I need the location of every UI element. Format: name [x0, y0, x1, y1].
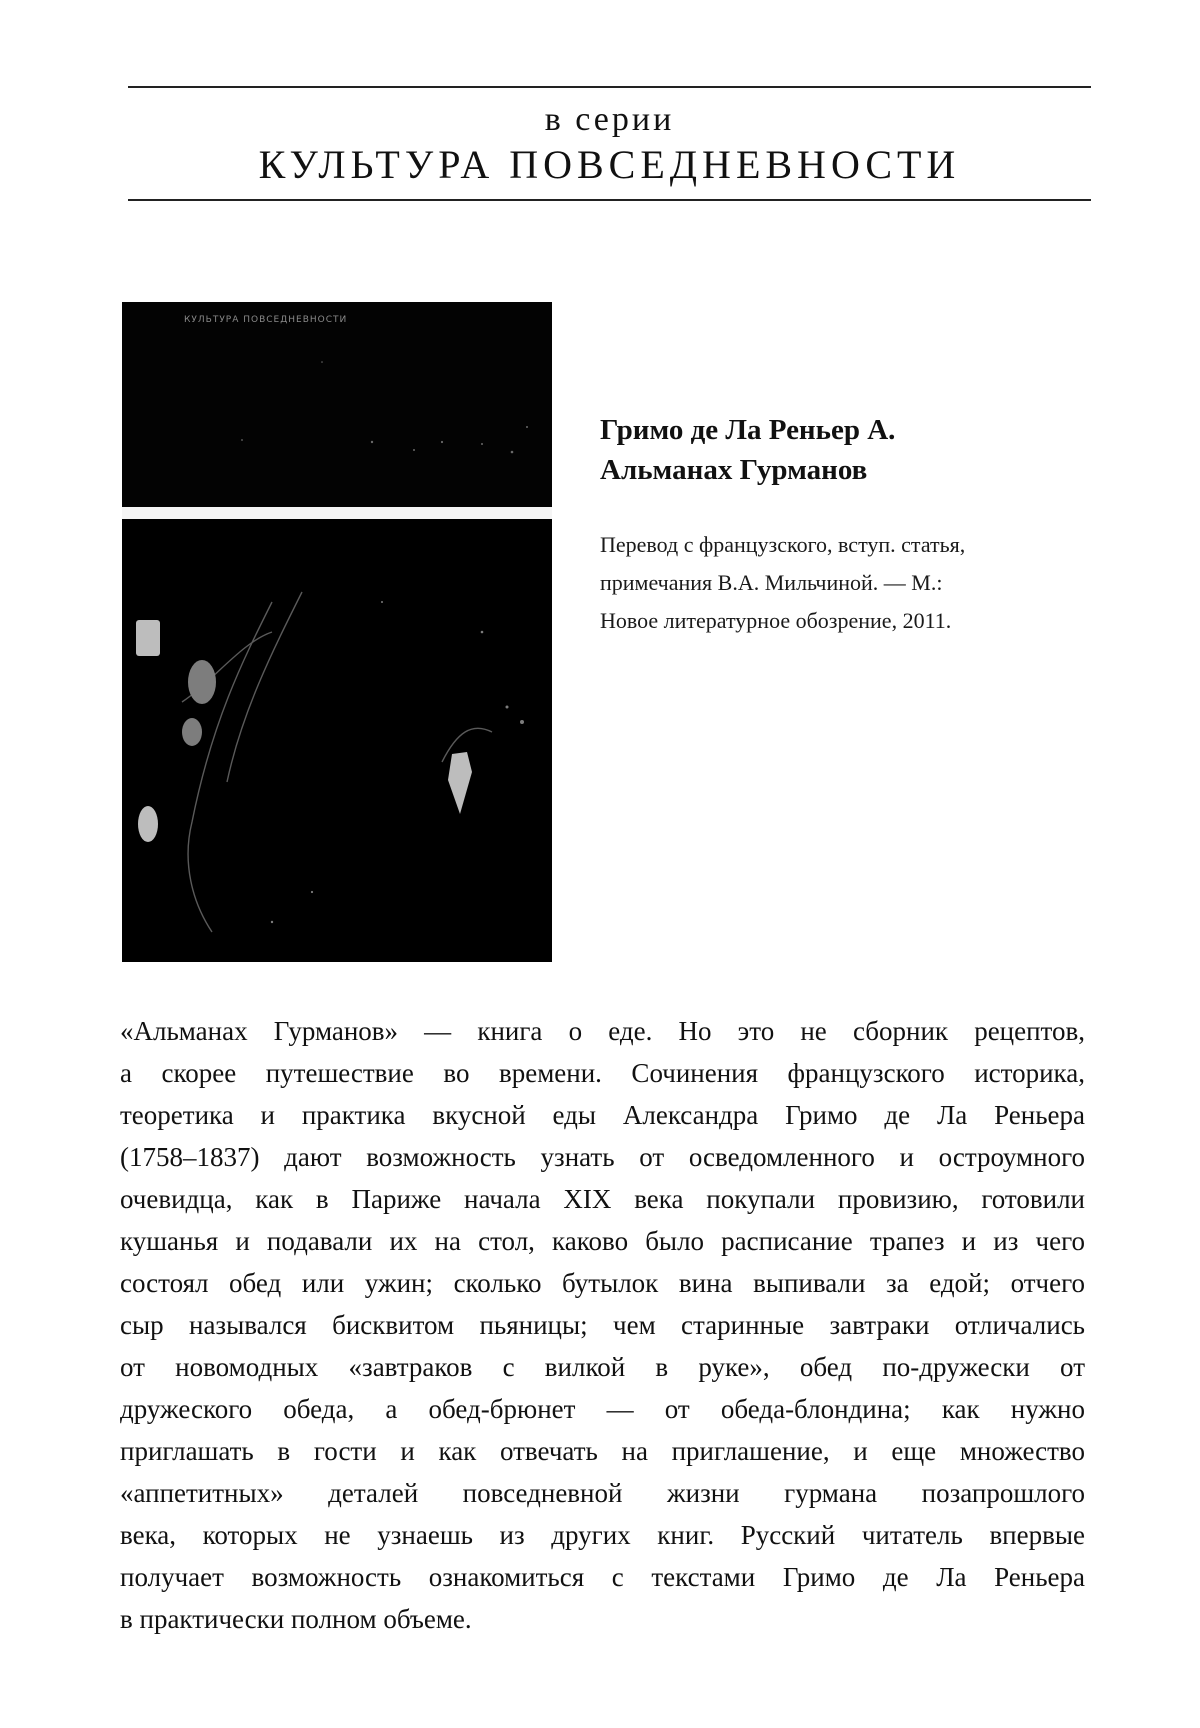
series-prefix: в серии	[544, 101, 675, 138]
description-line: теоретика и практика вкусной еды Александра Гримо де Ла Реньера	[120, 1100, 1085, 1130]
description-line: века, которых не узнаешь из других книг. Русский читатель впервые	[120, 1520, 1085, 1550]
book-publication-info	[600, 526, 1080, 640]
description-line: состоял обед или ужин; сколько бутылок вина выпивали за едой; отчего	[120, 1268, 1085, 1298]
description-line: в практически полном объеме.	[120, 1604, 472, 1634]
description-line: от новомодных «завтраков с вилкой в руке», обед по-дружески от	[120, 1352, 1085, 1382]
description-line: «аппетитных» деталей повседневной жизни гурмана позапрошлого	[120, 1478, 1085, 1508]
meta-line: Перевод с французского, вступ. статья,	[600, 532, 966, 557]
description-line: дружеского обеда, а обед-брюнет — от обеда-блондина; как нужно	[120, 1394, 1085, 1424]
description-line: очевидца, как в Париже начала XIX века покупали провизию, готовили	[120, 1184, 1085, 1214]
series-title: КУЛЬТУРА ПОВСЕДНЕВНОСТИ	[258, 142, 961, 187]
book-description	[120, 1010, 1085, 1640]
description-line: а скорее путешествие во времени. Сочинения французского историка,	[120, 1058, 1085, 1088]
meta-line: Новое литературное обозрение, 2011.	[600, 608, 952, 633]
book-author-line: Гримо де Ла Реньер А.	[600, 414, 896, 446]
top-rule	[128, 86, 1091, 88]
meta-line: примечания В.А. Мильчиной. — М.:	[600, 570, 943, 595]
book-title	[600, 410, 1080, 490]
description-line: приглашать в гости и как отвечать на приглашение, и еще множество	[120, 1436, 1085, 1466]
bottom-rule	[128, 199, 1091, 201]
description-line: получает возможность ознакомиться с текстами Гримо де Ла Реньера	[120, 1562, 1085, 1592]
description-line: сыр назывался бисквитом пьяницы; чем старинные завтраки отличались	[120, 1310, 1085, 1340]
description-line: кушанья и подавали их на стол, каково было расписание трапез и из чего	[120, 1226, 1085, 1256]
book-name-line: Альманах Гурманов	[600, 454, 868, 486]
cover-top-text: КУЛЬТУРА ПОВСЕДНЕВНОСТИ	[184, 315, 348, 325]
description-line: (1758–1837) дают возможность узнать от осведомленного и остроумного	[120, 1142, 1085, 1172]
book-cover-image	[122, 302, 552, 962]
description-line: «Альманах Гурманов» — книга о еде. Но это не сборник рецептов,	[120, 1016, 1085, 1046]
